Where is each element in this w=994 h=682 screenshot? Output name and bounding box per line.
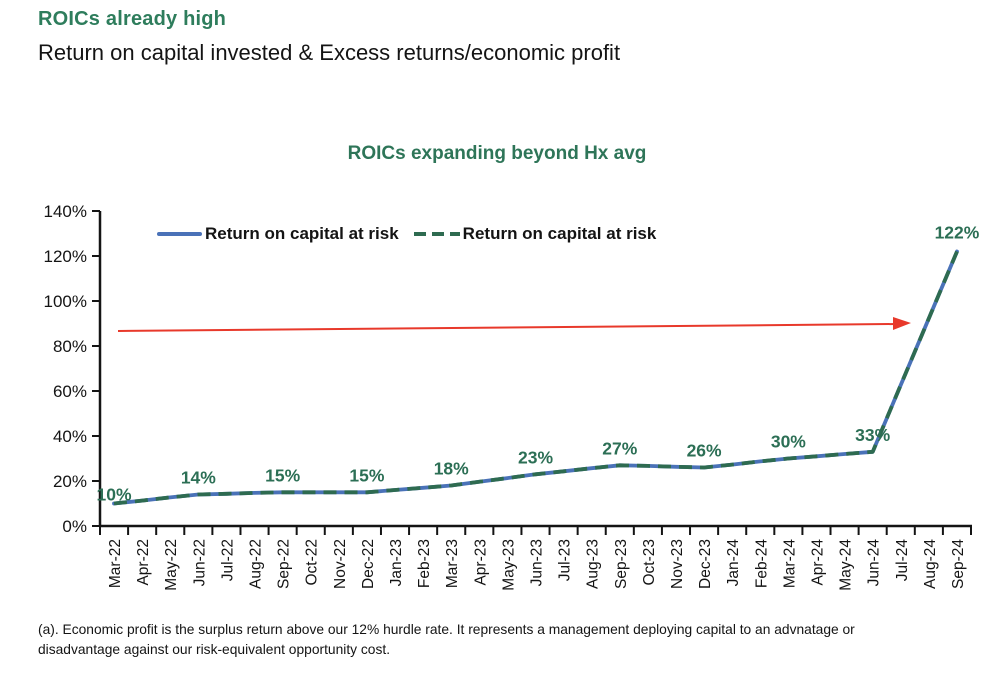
svg-text:26%: 26%: [686, 440, 722, 461]
svg-text:Sep-24: Sep-24: [949, 539, 967, 589]
svg-text:Oct-22: Oct-22: [303, 539, 321, 586]
svg-text:14%: 14%: [180, 467, 216, 488]
svg-text:60%: 60%: [52, 382, 87, 401]
svg-text:Jun-24: Jun-24: [865, 539, 883, 587]
svg-text:100%: 100%: [43, 292, 87, 311]
svg-text:Oct-23: Oct-23: [640, 539, 658, 586]
svg-text:Apr-22: Apr-22: [135, 539, 153, 586]
svg-text:Jun-22: Jun-22: [191, 539, 209, 587]
svg-text:0%: 0%: [62, 517, 87, 536]
svg-text:Feb-24: Feb-24: [753, 539, 771, 589]
svg-text:120%: 120%: [43, 247, 87, 266]
chart-title: ROICs expanding beyond Hx avg: [347, 143, 647, 164]
svg-text:Jan-24: Jan-24: [725, 539, 743, 587]
page-subtitle: Return on capital invested & Excess returns/economic profit: [38, 40, 621, 65]
legend-label-solid: Return on capital at risk: [205, 224, 399, 243]
svg-text:Jul-23: Jul-23: [556, 539, 574, 582]
svg-text:122%: 122%: [934, 222, 980, 243]
svg-text:140%: 140%: [43, 202, 87, 221]
data-labels: [97, 223, 980, 505]
y-axis: [44, 202, 100, 536]
footnote: (a). Economic profit is the surplus return above our 12% hurdle rate. It represents a management deploying capital to an advnatage or disadvantage against our risk-equivalent opportunity cost.: [38, 622, 855, 657]
svg-text:Jan-23: Jan-23: [388, 539, 406, 587]
svg-text:Mar-24: Mar-24: [781, 539, 799, 589]
svg-text:Jul-22: Jul-22: [219, 539, 237, 582]
svg-text:May-22: May-22: [163, 539, 181, 591]
svg-text:Jun-23: Jun-23: [528, 539, 546, 587]
svg-text:40%: 40%: [52, 427, 87, 446]
chart-legend: [157, 224, 656, 244]
legend-item-solid: [157, 224, 399, 244]
svg-text:May-24: May-24: [837, 539, 855, 591]
trend-arrow: [118, 317, 911, 331]
svg-text:15%: 15%: [265, 465, 301, 486]
svg-text:27%: 27%: [602, 438, 638, 459]
svg-text:Aug-24: Aug-24: [921, 539, 939, 589]
svg-text:10%: 10%: [96, 484, 132, 505]
svg-text:Nov-22: Nov-22: [331, 539, 349, 589]
svg-text:Nov-23: Nov-23: [668, 539, 686, 589]
svg-text:Jul-24: Jul-24: [893, 539, 911, 582]
svg-text:Feb-23: Feb-23: [416, 539, 434, 589]
svg-text:Aug-22: Aug-22: [247, 539, 265, 589]
svg-text:Dec-23: Dec-23: [697, 539, 715, 589]
svg-text:80%: 80%: [52, 337, 87, 356]
svg-text:15%: 15%: [349, 465, 385, 486]
svg-text:30%: 30%: [770, 431, 806, 452]
x-axis: [99, 526, 972, 591]
svg-text:Apr-24: Apr-24: [809, 539, 827, 586]
svg-text:Aug-23: Aug-23: [584, 539, 602, 589]
dashed-line-swatch-icon: [414, 232, 460, 236]
svg-text:Mar-22: Mar-22: [107, 539, 125, 589]
svg-text:May-23: May-23: [500, 539, 518, 591]
svg-text:Sep-22: Sep-22: [275, 539, 293, 589]
solid-line-swatch-icon: [157, 232, 202, 236]
svg-text:33%: 33%: [855, 424, 891, 445]
svg-text:Dec-22: Dec-22: [359, 539, 377, 589]
page-title: ROICs already high: [38, 8, 227, 30]
svg-text:Mar-23: Mar-23: [444, 539, 462, 589]
svg-text:Sep-23: Sep-23: [612, 539, 630, 589]
svg-text:18%: 18%: [433, 458, 469, 479]
svg-text:Apr-23: Apr-23: [472, 539, 490, 586]
legend-item-dashed: [414, 224, 657, 244]
svg-text:23%: 23%: [517, 447, 554, 468]
legend-label-dashed: Return on capital at risk: [462, 224, 657, 243]
svg-text:20%: 20%: [52, 472, 87, 491]
